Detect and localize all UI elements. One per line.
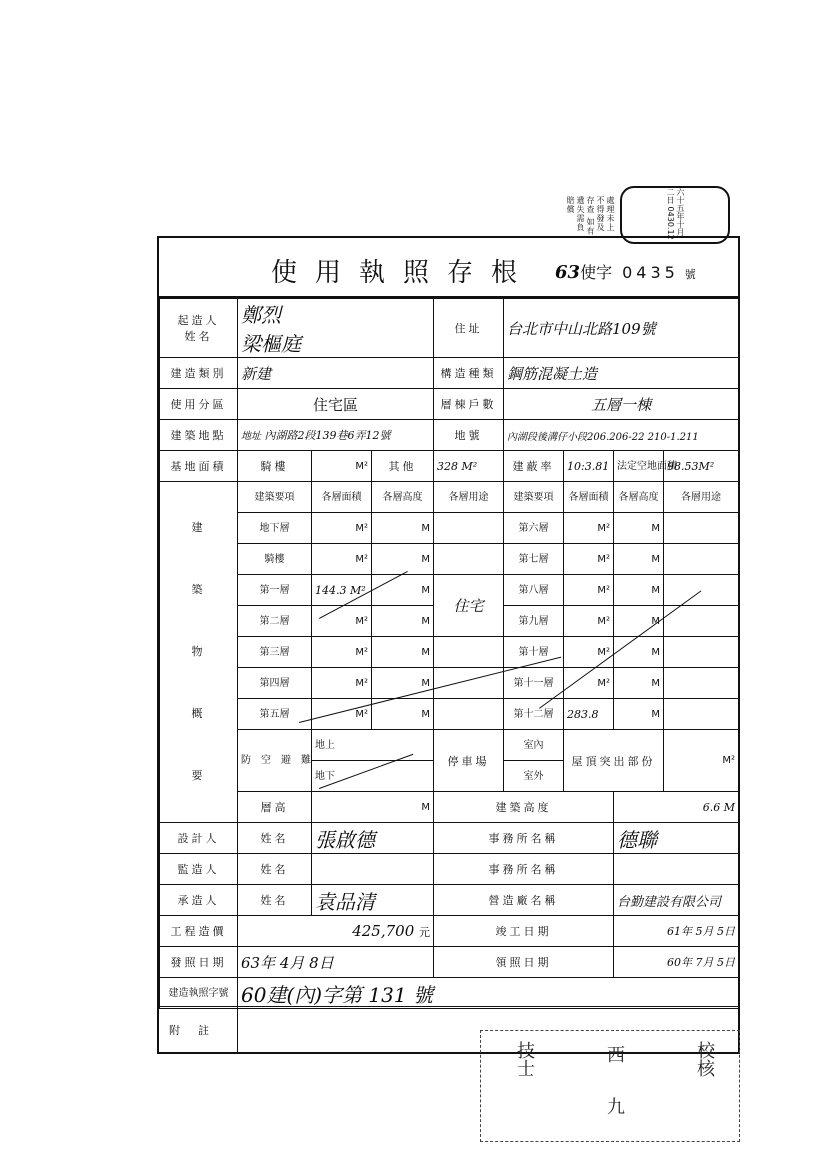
supervisor-label: 監造人 xyxy=(160,854,238,885)
building-category: 新建 xyxy=(238,358,434,389)
form-title-bar xyxy=(159,238,738,298)
designer-label: 設計人 xyxy=(160,823,238,854)
permit-number xyxy=(555,260,696,283)
floor-7: 第七層 xyxy=(504,544,564,575)
contractor-name: 袁品清 xyxy=(312,885,434,916)
col-item-left: 建築要項 xyxy=(238,482,312,513)
open-space-value: 98.53M² xyxy=(664,451,739,482)
shelter-above: 地上 xyxy=(312,730,434,761)
arcade-value: M² xyxy=(312,451,372,482)
col-height-left: 各層高度 xyxy=(372,482,434,513)
signature-box xyxy=(480,1030,740,1142)
floor-basement: 地下層 xyxy=(238,513,312,544)
designer-name: 張啟德 xyxy=(312,823,434,854)
floor-1-area: 144.3 M² xyxy=(312,575,372,606)
permit-ref: 60建(內)字第 131 號 xyxy=(238,978,739,1009)
designer-office: 德聯 xyxy=(614,823,739,854)
floor-2: 第二層 xyxy=(238,606,312,637)
floor-9: 第九層 xyxy=(504,606,564,637)
structure-label: 構造種類 xyxy=(434,358,504,389)
structure-type: 鋼筋混凝土造 xyxy=(504,358,739,389)
col-height-right: 各層高度 xyxy=(614,482,664,513)
contractor-label: 承造人 xyxy=(160,885,238,916)
other-value: 328 M² xyxy=(434,451,504,482)
completion-date: 61年 5月 5日 xyxy=(614,916,739,947)
top-floor-area: 283.8 xyxy=(564,699,614,730)
permit-stub-form xyxy=(157,236,740,1054)
floor-height-label: 層高 xyxy=(238,792,312,823)
site-address: 地址 內湖路2段139巷6弄12號 xyxy=(238,420,434,451)
form-title: 使用執照存根 xyxy=(271,258,536,288)
shelter-below: 地下 xyxy=(312,761,434,792)
floor-8: 第八層 xyxy=(504,575,564,606)
floors-label: 層棟戶數 xyxy=(434,389,504,420)
info-table: 起造人 姓名 鄭烈 梁樞庭 住址 台北市中山北路109號 建造類別 新建 構造種類 鋼筋混凝土造 使用分區 住宅區 層棟戶數 五層一棟 建築地點 地址 內湖路2段139巷6弄12號 地號 內湖段後溝仔小段206.206-22 210-1.211 基地面積 騎樓 M² 其他 328 M² 建蔽率 10:3.81 法定空地面積 98.53M² 建 築 物 概 要 建築要項 各層面積 各層高度 各層用途 建築要項 各層面積 各層高度 各層用途 地下層 M² M 第六層 M² M 騎樓 M² M 第七層 M² M 第一層 144.3 M² M 住宅 第八層 M² M 第二層 M² M 第九層 M² M 第三層 M² M 第十層 M² M 第四層 M² M 第十一層 M² M 第五層 M² M 第十二層 283.8 M 防空避難 地上 停車場 室內 屋頂突出部份 M² 地下 室外 層高 M 建築高度 6.6 M 設計人 姓名 張啟德 事務所名稱 德聯 監造人 姓名 事務所名稱 承造人 姓名 袁品清 營造廠名稱 台勤建設有限公司 工程造價 425,700 元 竣工日期 61年 5月 5日 發照日期 63年 4月 8日 領照日期 60年 7月 5日 建造執照字號 60建(內)字第 131 號 xyxy=(159,298,739,1009)
coverage-value: 10:3.81 xyxy=(564,451,614,482)
use-zone: 住宅區 xyxy=(238,389,434,420)
issue-date: 63年 4月 8日 xyxy=(238,947,434,978)
floor-5: 第五層 xyxy=(238,699,312,730)
floor-use: 住宅 xyxy=(434,575,504,637)
floor-10: 第十層 xyxy=(504,637,564,668)
builder-label: 起造人 姓名 xyxy=(160,299,238,358)
signature-3: 九 xyxy=(604,1097,625,1115)
floor-6: 第六層 xyxy=(504,513,564,544)
permit-suffix: 號 xyxy=(684,268,696,281)
parking-outdoor: 室外 xyxy=(504,761,564,792)
parking-indoor: 室內 xyxy=(504,730,564,761)
contractor-firm: 台勤建設有限公司 xyxy=(614,885,739,916)
floor-count: 五層一棟 xyxy=(504,389,739,420)
floor-12: 第十二層 xyxy=(504,699,564,730)
floor-4: 第四層 xyxy=(238,668,312,699)
floor-3: 第三層 xyxy=(238,637,312,668)
permit-serial: 0435 xyxy=(622,263,679,282)
col-item-right: 建築要項 xyxy=(504,482,564,513)
cost-label: 工程造價 xyxy=(160,916,238,947)
remarks-label: 附註 xyxy=(159,1007,238,1052)
signature-1: 技士 xyxy=(514,1041,535,1077)
zone-label: 使用分區 xyxy=(160,389,238,420)
lot-label: 地號 xyxy=(434,420,504,451)
permit-year: 63 xyxy=(555,262,581,283)
address-label: 住址 xyxy=(434,299,504,358)
lot-number: 內湖段後溝仔小段206.206-22 210-1.211 xyxy=(504,420,739,451)
arcade-label: 騎樓 xyxy=(238,451,312,482)
site-label: 建築地點 xyxy=(160,420,238,451)
permit-char: 使字 xyxy=(580,263,613,282)
date-stamp: 六十五年十月二日 0430.12 xyxy=(620,186,730,244)
coverage-label: 建蔽率 xyxy=(504,451,564,482)
parking-label: 停車場 xyxy=(434,730,504,792)
issue-label: 發照日期 xyxy=(160,947,238,978)
other-label: 其他 xyxy=(372,451,434,482)
builder-address: 台北市中山北路109號 xyxy=(504,299,739,358)
floor-1: 第一層 xyxy=(238,575,312,606)
floor-arcade: 騎樓 xyxy=(238,544,312,575)
receive-date: 60年 7月 5日 xyxy=(614,947,739,978)
area-label: 基地面積 xyxy=(160,451,238,482)
signature-2: 西 xyxy=(604,1045,625,1063)
col-area-left: 各層面積 xyxy=(312,482,372,513)
building-height: 6.6 M xyxy=(614,792,739,823)
floor-11: 第十一層 xyxy=(504,668,564,699)
building-height-label: 建築高度 xyxy=(434,792,614,823)
processing-stamp: 處理未上不得發及存查 如有遺失需負賠償 xyxy=(566,196,615,236)
signature-4: 校核 xyxy=(694,1041,715,1077)
roof-label: 屋頂突出部份 xyxy=(564,730,664,792)
overview-heading: 建 築 物 概 要 xyxy=(160,482,238,823)
cost-value: 425,700 元 xyxy=(238,916,434,947)
col-use-right: 各層用途 xyxy=(664,482,739,513)
shelter-label: 防空避難 xyxy=(238,730,312,792)
col-use-left: 各層用途 xyxy=(434,482,504,513)
open-space-label: 法定空地面積 xyxy=(614,451,664,482)
permit-ref-label: 建造執照字號 xyxy=(160,978,238,1009)
category-label: 建造類別 xyxy=(160,358,238,389)
col-area-right: 各層面積 xyxy=(564,482,614,513)
builder-names: 鄭烈 梁樞庭 xyxy=(238,299,434,358)
